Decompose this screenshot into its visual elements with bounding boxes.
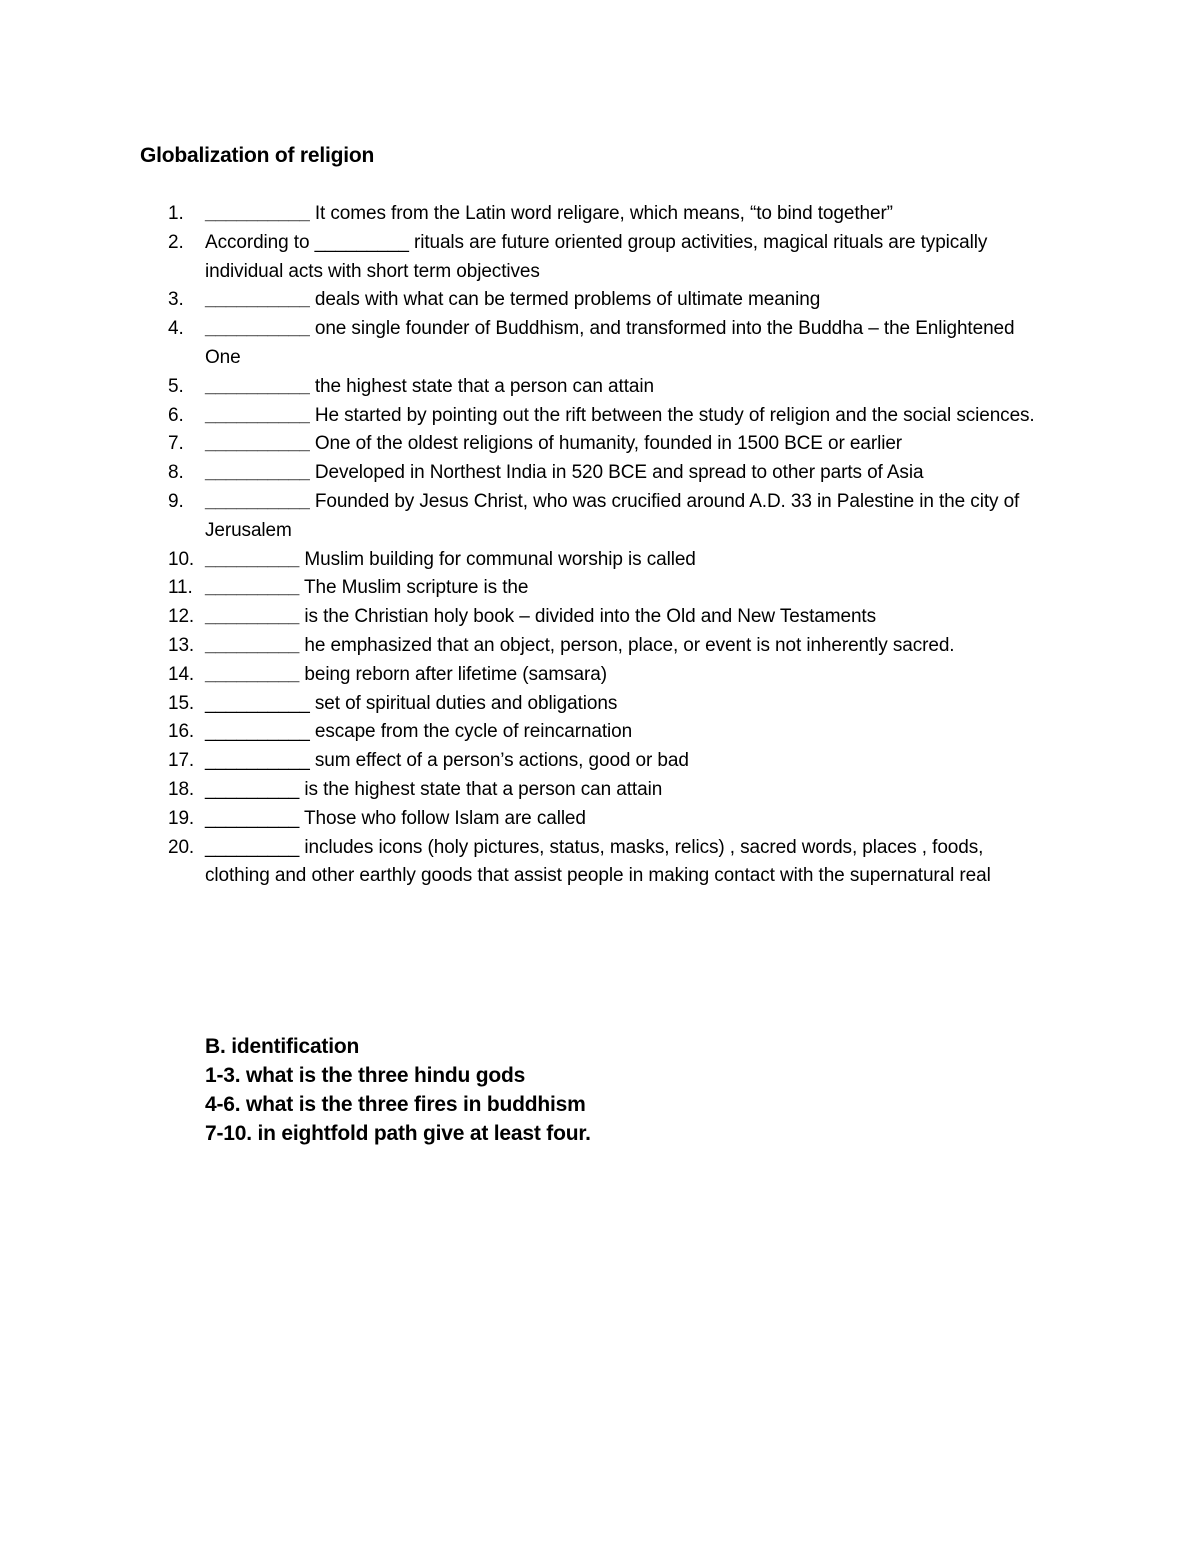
answer-blank: _________ bbox=[205, 606, 300, 628]
question-item bbox=[0, 776, 1200, 805]
question-number: 4. bbox=[168, 318, 184, 340]
question-item bbox=[0, 546, 1200, 575]
question-body: _________ Those who follow Islam are called bbox=[205, 807, 586, 829]
answer-blank: __________ bbox=[205, 375, 310, 397]
question-item bbox=[0, 632, 1200, 661]
question-body: __________ set of spiritual duties and obligations bbox=[205, 692, 618, 714]
answer-blank: __________ bbox=[205, 490, 310, 512]
question-number: 12. bbox=[168, 606, 195, 628]
question-number: 10. bbox=[168, 548, 195, 570]
question-number: 1. bbox=[168, 203, 184, 224]
question-item bbox=[0, 430, 1200, 459]
question-number: 17. bbox=[168, 750, 195, 772]
answer-blank: _________ bbox=[205, 548, 300, 570]
question-text bbox=[205, 373, 1050, 402]
question-item bbox=[0, 229, 1200, 287]
question-body: He started by pointing out the rift between the study of religion and the social sciences. bbox=[309, 404, 1035, 426]
question-text bbox=[205, 776, 1050, 805]
question-text bbox=[205, 805, 1050, 834]
question-number: 16. bbox=[168, 721, 195, 743]
question-item bbox=[0, 200, 1200, 229]
question-number: 15. bbox=[168, 692, 195, 714]
question-body: Developed in Northest India in 520 BCE and spread to other parts of Asia bbox=[309, 462, 924, 484]
question-number: 9. bbox=[168, 490, 184, 512]
question-number: 18. bbox=[168, 778, 195, 800]
question-number: 6. bbox=[168, 404, 184, 426]
question-body: __________ escape from the cycle of reincarnation bbox=[205, 721, 633, 743]
question-item bbox=[0, 805, 1200, 834]
answer-blank: __________ bbox=[205, 203, 310, 224]
question-body: is the Christian holy book – divided into the Old and New Testaments bbox=[299, 606, 876, 628]
question-number: 11. bbox=[168, 577, 193, 599]
question-body: Muslim building for communal worship is called bbox=[299, 548, 696, 570]
question-number: 13. bbox=[168, 634, 195, 656]
question-item bbox=[0, 603, 1200, 632]
document-title: Globalization of religion bbox=[140, 144, 375, 167]
question-item bbox=[0, 488, 1200, 546]
question-number: 5. bbox=[168, 375, 184, 397]
answer-blank: __________ bbox=[205, 433, 310, 455]
question-item bbox=[0, 747, 1200, 776]
question-body: __________ sum effect of a person’s actions, good or bad bbox=[205, 750, 689, 772]
question-number: 8. bbox=[168, 462, 184, 484]
question-item bbox=[0, 315, 1200, 373]
question-body: According to _________ rituals are future oriented group activities, magical rituals are typically individual acts with short term objectives bbox=[205, 231, 988, 282]
question-body: deals with what can be termed problems of ultimate meaning bbox=[309, 289, 821, 311]
question-text bbox=[205, 286, 1050, 315]
question-body: the highest state that a person can attain bbox=[309, 375, 654, 397]
question-body: being reborn after lifetime (samsara) bbox=[299, 663, 607, 685]
question-item bbox=[0, 402, 1200, 431]
question-text bbox=[205, 459, 1050, 488]
question-list bbox=[0, 200, 1200, 891]
identification-section bbox=[205, 1032, 591, 1148]
answer-blank: __________ bbox=[205, 318, 310, 340]
question-item bbox=[0, 574, 1200, 603]
question-body: It comes from the Latin word religare, which means, “to bind together” bbox=[309, 203, 893, 224]
question-text bbox=[205, 430, 1050, 459]
question-item bbox=[0, 286, 1200, 315]
answer-blank: _________ bbox=[205, 577, 300, 599]
question-text bbox=[205, 747, 1050, 776]
question-number: 19. bbox=[168, 807, 195, 829]
question-body: he emphasized that an object, person, place, or event is not inherently sacred. bbox=[299, 634, 955, 656]
question-text bbox=[205, 574, 1050, 603]
question-body: one single founder of Buddhism, and transformed into the Buddha – the Enlightened One bbox=[205, 318, 1015, 368]
question-text bbox=[205, 632, 1050, 661]
question-text bbox=[205, 315, 1050, 373]
question-body: _________ is the highest state that a person can attain bbox=[205, 778, 663, 800]
question-text bbox=[205, 402, 1050, 431]
question-text bbox=[205, 690, 1050, 719]
answer-blank: __________ bbox=[205, 462, 310, 484]
question-body: _________ includes icons (holy pictures, status, masks, relics) , sacred words, places , foods, clothing and other earthly goods that assist people in making contact with the supernatural real bbox=[205, 836, 991, 887]
answer-blank: __________ bbox=[205, 404, 310, 426]
question-body: One of the oldest religions of humanity, founded in 1500 BCE or earlier bbox=[309, 433, 903, 455]
question-number: 20. bbox=[168, 836, 195, 858]
question-number: 7. bbox=[168, 433, 184, 455]
question-item bbox=[0, 459, 1200, 488]
question-body: Founded by Jesus Christ, who was crucified around A.D. 33 in Palestine in the city of Jerusalem bbox=[205, 490, 1020, 541]
question-number: 14. bbox=[168, 663, 195, 685]
answer-blank: _________ bbox=[205, 634, 300, 656]
question-text bbox=[205, 603, 1050, 632]
question-text bbox=[205, 546, 1050, 575]
question-number: 3. bbox=[168, 289, 184, 311]
section-heading: B. identification bbox=[205, 1035, 360, 1058]
question-item bbox=[0, 373, 1200, 402]
question-item bbox=[0, 718, 1200, 747]
identification-item: 4-6. what is the three fires in buddhism bbox=[205, 1093, 586, 1116]
question-text bbox=[205, 229, 1050, 287]
question-item bbox=[0, 834, 1200, 892]
identification-item: 7-10. in eightfold path give at least four. bbox=[205, 1122, 591, 1145]
question-text bbox=[205, 718, 1050, 747]
question-text bbox=[205, 488, 1050, 546]
question-text bbox=[205, 834, 1050, 892]
question-number: 2. bbox=[168, 231, 184, 253]
question-item bbox=[0, 690, 1200, 719]
question-text bbox=[205, 661, 1050, 690]
question-item bbox=[0, 661, 1200, 690]
identification-item: 1-3. what is the three hindu gods bbox=[205, 1064, 526, 1087]
answer-blank: _________ bbox=[205, 663, 300, 685]
answer-blank: __________ bbox=[205, 289, 310, 311]
question-body: The Muslim scripture is the bbox=[299, 577, 529, 599]
question-text bbox=[205, 200, 1050, 229]
